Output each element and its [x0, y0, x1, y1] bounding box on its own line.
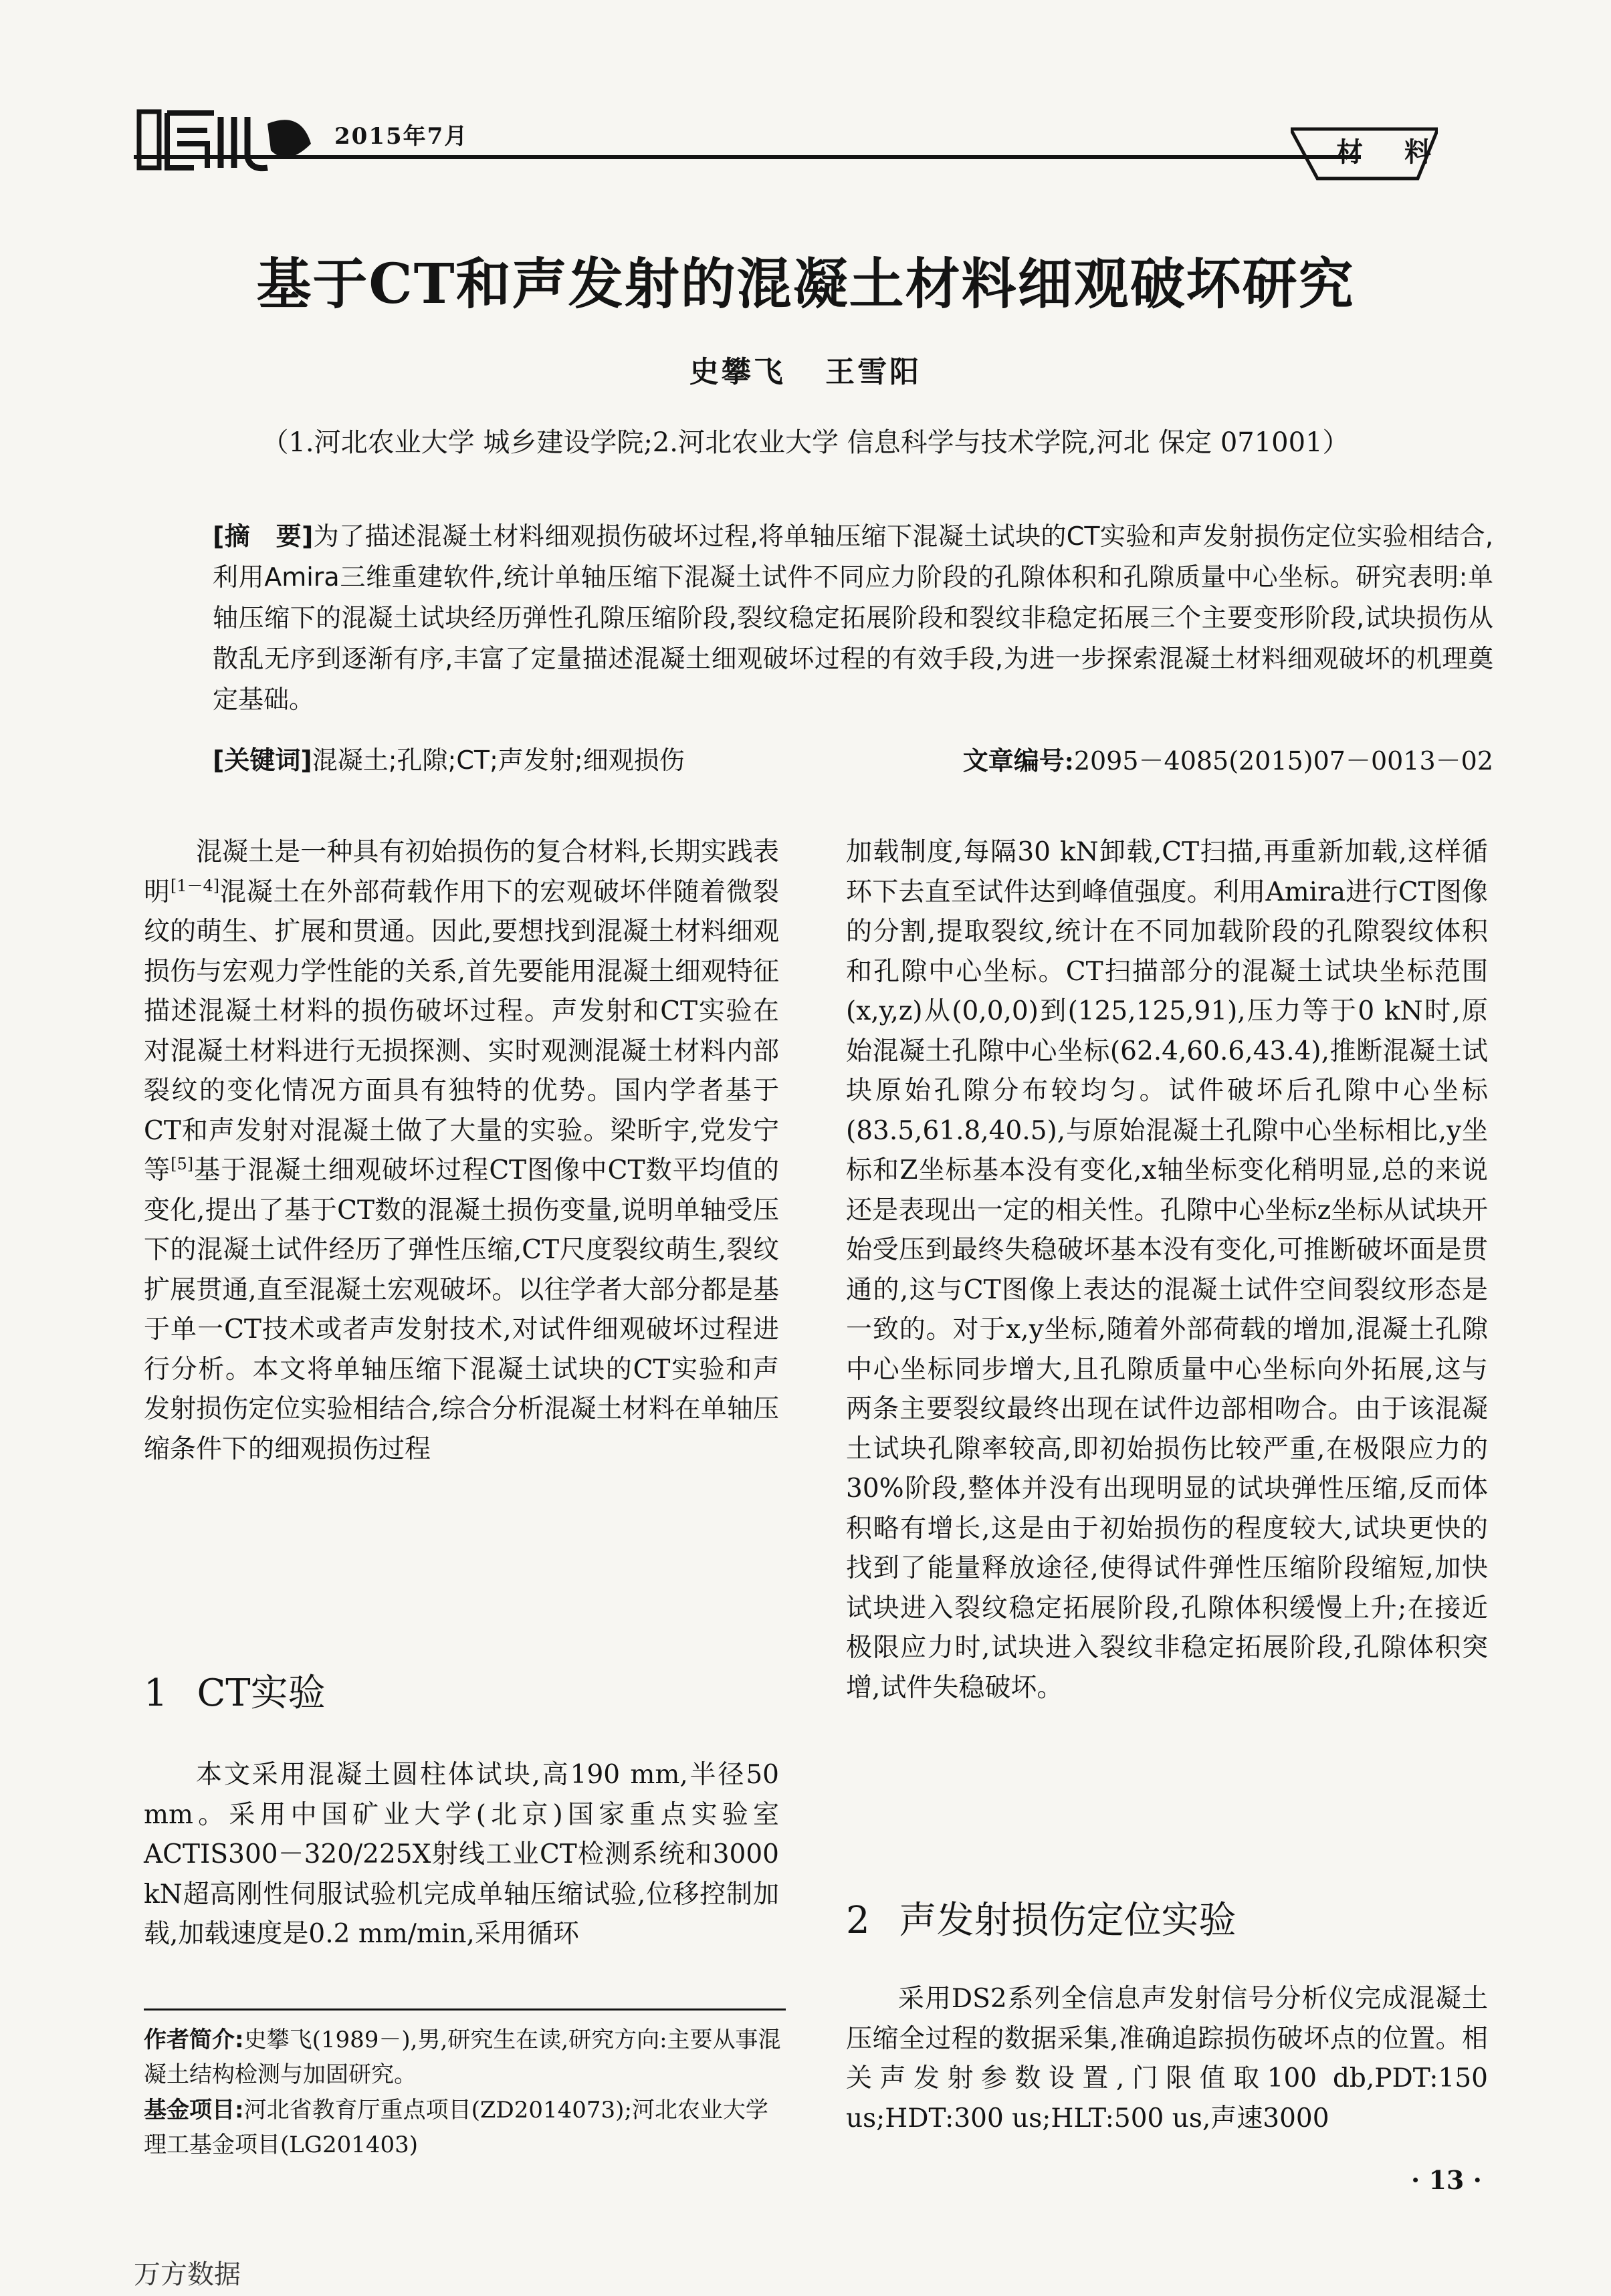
article-number-value: 2095－4085(2015)07－0013－02 — [1073, 746, 1493, 776]
journal-logo — [134, 104, 321, 177]
author-bio — [144, 2023, 786, 2092]
authors: 史攀飞 王雪阳 — [689, 355, 922, 389]
intro-paragraph — [144, 832, 779, 1469]
author-bio-label: 作者简介: — [144, 2027, 244, 2053]
affiliation: （1.河北农业大学 城乡建设学院;2.河北农业大学 信息科学与技术学院,河北 保定 071001） — [261, 427, 1350, 458]
funding-label: 基金项目: — [144, 2097, 244, 2123]
abstract-text: 为了描述混凝土材料细观损伤破坏过程,将单轴压缩下混凝土试块的CT实验和声发射损伤定位实验相结合,利用Amira三维重建软件,统计单轴压缩下混凝土试件不同应力阶段的孔隙体积和孔隙质量中心坐标。研究表明:单轴压缩下的混凝土试块经历弹性孔隙压缩阶段,裂纹稳定拓展阶段和裂纹非稳定拓展三个主要变形阶段,试块损伤从散乱无序到逐渐有序,丰富了定量描述混凝土细观破坏过程的有效手段,为进一步探索混凝土材料细观破坏的机理奠定基础。 — [213, 522, 1493, 714]
watermark: 万方数据 — [134, 2259, 241, 2290]
section-2-heading — [846, 1891, 1236, 1944]
section-tag: 材料 — [1336, 136, 1473, 168]
intro-text-c: 基于混凝土细观破坏过程CT图像中CT数平均值的变化,提出了基于CT数的混凝土损伤变量,说明单轴受压下的混凝土试件经历了弹性压缩,CT尺度裂纹萌生,裂纹扩展贯通,直至混凝土宏观破坏。以往学者大部分都是基于单一CT技术或者声发射技术,对试件细观破坏过程进行分析。本文将单轴压缩下混凝土试块的CT实验和声发射损伤定位实验相结合,综合分析混凝土材料在单轴压缩条件下的细观损伤过程 — [144, 1155, 779, 1464]
citation-1-4: [1－4] — [170, 876, 220, 895]
article-number — [963, 740, 1493, 782]
article-number-label: 文章编号: — [962, 745, 1074, 776]
section-2-number: 2 — [846, 1899, 870, 1942]
keywords-line — [213, 740, 1493, 781]
section-1-heading — [144, 1663, 326, 1717]
intro-text-b: 混凝土在外部荷载作用下的宏观破坏伴随着微裂纹的萌生、扩展和贯通。因此,要想找到混凝土材料细观损伤与宏观力学性能的关系,首先要能用混凝土细观特征描述混凝土材料的损伤破坏过程。声发射和CT实验在对混凝土材料进行无损探测、实时观测混凝土材料内部裂纹的变化情况方面具有独特的优势。国内学者基于CT和声发射对混凝土做了大量的实验。梁昕宇,党发宁等 — [144, 877, 779, 1185]
ct-results-text: 加载制度,每隔30 kN卸载,CT扫描,再重新加载,这样循环下去直至试件达到峰值强度。利用Amira进行CT图像的分割,提取裂纹,统计在不同加载阶段的孔隙裂纹体积和孔隙中心坐标。CT扫描部分的混凝土试块坐标范围(x,y,z)从(0,0,0)到(125,125,91),压力等于0 kN时,原始混凝土孔隙中心坐标(62.4,60.6,43.4),推断混凝土试块原始孔隙分布较均匀。试件破坏后孔隙中心坐标(83.5,61.8,40.5),与原始混凝土孔隙中心坐标相比,y坐标和Z坐标基本没有变化,x轴坐标变化稍明显,总的来说还是表现出一定的相关性。孔隙中心坐标z坐标从试块开始受压到最终失稳破坏基本没有变化,可推断破坏面是贯通的,这与CT图像上表达的混凝土试件空间裂纹形态是一致的。对于x,y坐标,随着外部荷载的增加,混凝土孔隙中心坐标同步增大,且孔隙质量中心坐标向外拓展,这与两条主要裂纹最终出现在试件边部相吻合。由于该混凝土试块孔隙率较高,即初始损伤比较严重,在极限应力的30%阶段,整体并没有出现明显的试块弹性压缩,反而体积略有增长,这是由于初始损伤的程度较大,试块更快的找到了能量释放途径,使得试件弹性压缩阶段缩短,加快试块进入裂纹稳定拓展阶段,孔隙体积缓慢上升;在接近极限应力时,试块进入裂纹非稳定拓展阶段,孔隙体积突增,试件失稳破坏。 — [846, 837, 1488, 1703]
ct-experiment-text: 本文采用混凝土圆柱体试块,高190 mm,半径50 mm。采用中国矿业大学(北京)国家重点实验室ACTIS300－320/225X射线工业CT检测系统和3000 kN超高刚性伺服试验机完成单轴压缩试验,位移控制加载,加载速度是0.2 mm/min,采用循环 — [144, 1760, 779, 1949]
acoustic-emission-text: 采用DS2系列全信息声发射信号分析仪完成混凝土压缩全过程的数据采集,准确追踪损伤破坏点的位置。相关声发射参数设置,门限值取100 db,PDT:150 us;HDT:300 us;HLT:500 us,声速3000 — [846, 1984, 1488, 2134]
intro-text-a: 混凝土是一种具有初始损伤的复合材料,长期实践表明 — [144, 837, 779, 907]
ct-results-paragraph — [846, 832, 1488, 1708]
keywords-label: [关键词] — [213, 745, 312, 775]
funding-text: 河北省教育厅重点项目(ZD2014073);河北农业大学理工基金项目(LG201403) — [144, 2097, 768, 2158]
paper-title: 基于CT和声发射的混凝土材料细观破坏研究 — [256, 252, 1355, 316]
footnote-rule — [144, 2008, 786, 2011]
abstract-label: [摘 要] — [213, 522, 314, 551]
author-bio-text: 史攀飞(1989－),男,研究生在读,研究方向:主要从事混凝土结构检测与加固研究。 — [144, 2027, 781, 2088]
acoustic-emission-paragraph — [846, 1979, 1488, 2138]
citation-5: [5] — [171, 1155, 194, 1173]
ct-experiment-paragraph — [144, 1755, 779, 1954]
section-1-number: 1 — [144, 1672, 168, 1715]
page-number: · 13 · — [1411, 2165, 1482, 2195]
issue-date: 2015年7月 — [334, 123, 469, 150]
section-2-title: 声发射损伤定位实验 — [899, 1899, 1237, 1942]
header-rule — [134, 155, 1361, 159]
section-1-title: CT实验 — [197, 1672, 326, 1715]
keywords: 混凝土;孔隙;CT;声发射;细观损伤 — [312, 745, 685, 775]
abstract — [213, 516, 1493, 720]
funding — [144, 2093, 786, 2162]
